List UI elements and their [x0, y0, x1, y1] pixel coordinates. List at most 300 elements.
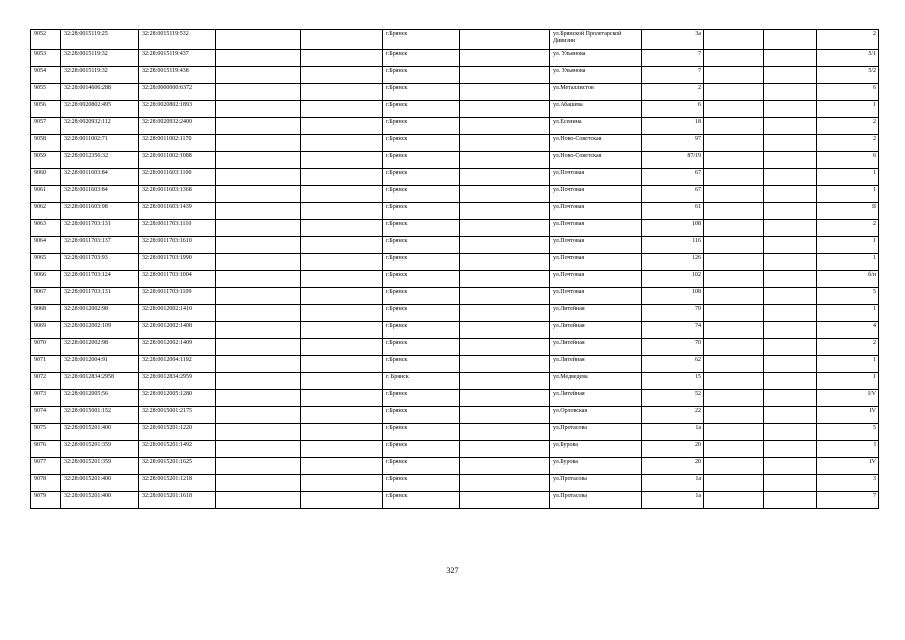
row-number-cell: 9062	[31, 203, 61, 220]
city-cell: г.Брянск	[383, 288, 460, 305]
city-cell: г.Брянск	[383, 101, 460, 118]
street-cell: ул.Металлистов	[550, 84, 642, 101]
empty-cell	[460, 407, 550, 424]
parcel-cadastral-number-cell: 32:28:0011703:124	[61, 271, 139, 288]
table-row	[31, 101, 879, 118]
city-cell: г.Брянск	[383, 220, 460, 237]
empty-cell	[216, 135, 301, 152]
street-cell: ул.Почтовая	[550, 288, 642, 305]
house-number-cell: 20	[642, 441, 704, 458]
table-row	[31, 50, 879, 67]
object-cadastral-number-cell: 32:28:0011603:1368	[139, 186, 216, 203]
empty-cell	[704, 356, 764, 373]
parcel-cadastral-number-cell: 32:28:0015201:359	[61, 441, 139, 458]
empty-cell	[216, 373, 301, 390]
empty-cell	[764, 441, 817, 458]
house-number-cell: 1а	[642, 424, 704, 441]
house-number-cell: 126	[642, 254, 704, 271]
empty-cell	[764, 101, 817, 118]
row-number-cell: 9055	[31, 84, 61, 101]
empty-cell	[460, 373, 550, 390]
object-cadastral-number-cell: 32:28:0012005:1280	[139, 390, 216, 407]
empty-cell	[764, 186, 817, 203]
object-cadastral-number-cell: 32:28:0011603:1100	[139, 169, 216, 186]
empty-cell	[460, 152, 550, 169]
empty-cell	[216, 101, 301, 118]
empty-cell	[704, 424, 764, 441]
empty-cell	[460, 30, 550, 50]
table-row	[31, 373, 879, 390]
empty-cell	[764, 203, 817, 220]
city-cell: г.Брянск	[383, 339, 460, 356]
parcel-cadastral-number-cell: 32:28:0011703:131	[61, 288, 139, 305]
street-cell: ул.Почтовая	[550, 203, 642, 220]
row-number-cell: 9056	[31, 101, 61, 118]
empty-cell	[764, 118, 817, 135]
empty-cell	[764, 458, 817, 475]
empty-cell	[704, 50, 764, 67]
house-number-cell: 70	[642, 339, 704, 356]
object-cadastral-number-cell: 32:28:0015119:532	[139, 30, 216, 50]
empty-cell	[764, 30, 817, 50]
empty-cell	[764, 288, 817, 305]
empty-cell	[301, 237, 383, 254]
parcel-cadastral-number-cell: 32:28:0012356:32	[61, 152, 139, 169]
parcel-cadastral-number-cell: 32:28:0012002:98	[61, 339, 139, 356]
empty-cell	[301, 101, 383, 118]
street-cell: ул.Протасова	[550, 492, 642, 509]
house-number-cell: 6	[642, 101, 704, 118]
house-number-cell: 116	[642, 237, 704, 254]
empty-cell	[301, 475, 383, 492]
empty-cell	[704, 373, 764, 390]
empty-cell	[460, 390, 550, 407]
city-cell: г.Брянск	[383, 305, 460, 322]
parcel-cadastral-number-cell: 32:28:0015119:25	[61, 30, 139, 50]
empty-cell	[216, 407, 301, 424]
empty-cell	[216, 492, 301, 509]
empty-cell	[704, 441, 764, 458]
object-cadastral-number-cell: 32:28:0012002:1410	[139, 305, 216, 322]
empty-cell	[704, 67, 764, 84]
empty-cell	[301, 135, 383, 152]
table-row	[31, 135, 879, 152]
empty-cell	[460, 50, 550, 67]
object-cadastral-number-cell: 32:28:0015119:437	[139, 50, 216, 67]
object-cadastral-number-cell: 32:28:0015001:2175	[139, 407, 216, 424]
street-cell: ул.Литейная	[550, 390, 642, 407]
apartment-number-cell: 1	[817, 254, 879, 271]
empty-cell	[460, 441, 550, 458]
row-number-cell: 9058	[31, 135, 61, 152]
empty-cell	[764, 271, 817, 288]
empty-cell	[460, 254, 550, 271]
empty-cell	[704, 135, 764, 152]
apartment-number-cell: 2	[817, 220, 879, 237]
apartment-number-cell: 1	[817, 237, 879, 254]
row-number-cell: 9070	[31, 339, 61, 356]
object-cadastral-number-cell: 32:28:0015119:438	[139, 67, 216, 84]
empty-cell	[704, 339, 764, 356]
street-cell: ул.Литейная	[550, 356, 642, 373]
apartment-number-cell: IV	[817, 458, 879, 475]
empty-cell	[301, 152, 383, 169]
object-cadastral-number-cell: 32:28:0011703:1109	[139, 288, 216, 305]
house-number-cell: 3а	[642, 30, 704, 50]
street-cell: ул. Ульянова	[550, 67, 642, 84]
empty-cell	[704, 288, 764, 305]
empty-cell	[216, 288, 301, 305]
apartment-number-cell: 5	[817, 424, 879, 441]
street-cell: ул.Почтовая	[550, 169, 642, 186]
city-cell: г.Брянск	[383, 118, 460, 135]
object-cadastral-number-cell: 32:28:0012002:1409	[139, 339, 216, 356]
empty-cell	[216, 424, 301, 441]
table-row	[31, 492, 879, 509]
city-cell: г.Брянск	[383, 441, 460, 458]
table-row	[31, 339, 879, 356]
table-row	[31, 475, 879, 492]
empty-cell	[301, 220, 383, 237]
row-number-cell: 9054	[31, 67, 61, 84]
house-number-cell: 7	[642, 67, 704, 84]
house-number-cell: 22	[642, 407, 704, 424]
house-number-cell: 67	[642, 186, 704, 203]
empty-cell	[764, 322, 817, 339]
object-cadastral-number-cell: 32:28:0011703:1610	[139, 237, 216, 254]
table-row	[31, 305, 879, 322]
empty-cell	[301, 356, 383, 373]
empty-cell	[704, 152, 764, 169]
parcel-cadastral-number-cell: 32:28:0011603:84	[61, 169, 139, 186]
object-cadastral-number-cell: 32:28:0015201:1218	[139, 475, 216, 492]
row-number-cell: 9057	[31, 118, 61, 135]
object-cadastral-number-cell: 32:28:0020802:1893	[139, 101, 216, 118]
empty-cell	[704, 492, 764, 509]
street-cell: ул.Орловская	[550, 407, 642, 424]
city-cell: г.Брянск	[383, 203, 460, 220]
empty-cell	[301, 424, 383, 441]
house-number-cell: 74	[642, 322, 704, 339]
apartment-number-cell: 6	[817, 152, 879, 169]
city-cell: г.Брянск	[383, 458, 460, 475]
table-body	[31, 30, 879, 509]
object-cadastral-number-cell: 32:28:0015201:1492	[139, 441, 216, 458]
street-cell: ул.Литейная	[550, 305, 642, 322]
empty-cell	[460, 169, 550, 186]
city-cell: г.Брянск	[383, 271, 460, 288]
empty-cell	[460, 101, 550, 118]
row-number-cell: 9064	[31, 237, 61, 254]
empty-cell	[301, 203, 383, 220]
empty-cell	[704, 322, 764, 339]
row-number-cell: 9078	[31, 475, 61, 492]
object-cadastral-number-cell: 32:28:0015201:1618	[139, 492, 216, 509]
street-cell: ул.Протасова	[550, 424, 642, 441]
empty-cell	[704, 271, 764, 288]
house-number-cell: 61	[642, 203, 704, 220]
city-cell: г.Брянск	[383, 254, 460, 271]
row-number-cell: 9071	[31, 356, 61, 373]
object-cadastral-number-cell: 32:28:0011002:1088	[139, 152, 216, 169]
empty-cell	[460, 424, 550, 441]
street-cell: ул. Ульянова	[550, 50, 642, 67]
parcel-cadastral-number-cell: 32:28:0012005:56	[61, 390, 139, 407]
empty-cell	[764, 220, 817, 237]
empty-cell	[460, 220, 550, 237]
apartment-number-cell: 3	[817, 475, 879, 492]
empty-cell	[216, 237, 301, 254]
table-row	[31, 356, 879, 373]
empty-cell	[764, 67, 817, 84]
city-cell: г.Брянск	[383, 407, 460, 424]
row-number-cell: 9065	[31, 254, 61, 271]
street-cell: ул.Бурова	[550, 441, 642, 458]
house-number-cell: 52	[642, 390, 704, 407]
table-row	[31, 390, 879, 407]
parcel-cadastral-number-cell: 32:28:0011703:93	[61, 254, 139, 271]
house-number-cell: 97	[642, 135, 704, 152]
street-cell: ул.Почтовая	[550, 186, 642, 203]
house-number-cell: 18	[642, 118, 704, 135]
house-number-cell: 2	[642, 84, 704, 101]
object-cadastral-number-cell: 32:28:0012004:1192	[139, 356, 216, 373]
city-cell: г.Брянск	[383, 424, 460, 441]
empty-cell	[764, 305, 817, 322]
empty-cell	[764, 152, 817, 169]
apartment-number-cell: 5	[817, 288, 879, 305]
empty-cell	[216, 152, 301, 169]
row-number-cell: 9067	[31, 288, 61, 305]
empty-cell	[216, 441, 301, 458]
object-cadastral-number-cell: 32:28:0011703:1004	[139, 271, 216, 288]
street-cell: ул.Ново-Советская	[550, 152, 642, 169]
empty-cell	[764, 492, 817, 509]
object-cadastral-number-cell: 32:28:0012834:2959	[139, 373, 216, 390]
street-cell: ул.Литейная	[550, 322, 642, 339]
object-cadastral-number-cell: 32:28:0020932:2400	[139, 118, 216, 135]
empty-cell	[764, 475, 817, 492]
street-cell: ул.Бурова	[550, 458, 642, 475]
street-cell: ул.Протасова	[550, 475, 642, 492]
empty-cell	[704, 390, 764, 407]
empty-cell	[301, 271, 383, 288]
empty-cell	[460, 475, 550, 492]
row-number-cell: 9077	[31, 458, 61, 475]
empty-cell	[460, 458, 550, 475]
city-cell: г.Брянск	[383, 152, 460, 169]
apartment-number-cell: 2	[817, 339, 879, 356]
empty-cell	[301, 30, 383, 50]
row-number-cell: 9073	[31, 390, 61, 407]
empty-cell	[216, 169, 301, 186]
empty-cell	[764, 424, 817, 441]
empty-cell	[764, 339, 817, 356]
table-row	[31, 203, 879, 220]
table-row	[31, 220, 879, 237]
table-row	[31, 458, 879, 475]
row-number-cell: 9079	[31, 492, 61, 509]
city-cell: г.Брянск	[383, 390, 460, 407]
empty-cell	[764, 135, 817, 152]
apartment-number-cell: 6	[817, 84, 879, 101]
empty-cell	[216, 84, 301, 101]
empty-cell	[216, 118, 301, 135]
object-cadastral-number-cell: 32:28:0000000:6372	[139, 84, 216, 101]
street-cell: ул.Почтовая	[550, 220, 642, 237]
row-number-cell: 9053	[31, 50, 61, 67]
object-cadastral-number-cell: 32:28:0011703:1110	[139, 220, 216, 237]
empty-cell	[216, 30, 301, 50]
empty-cell	[301, 169, 383, 186]
empty-cell	[301, 84, 383, 101]
parcel-cadastral-number-cell: 32:28:0015201:400	[61, 475, 139, 492]
street-cell: ул.Литейная	[550, 339, 642, 356]
empty-cell	[301, 339, 383, 356]
apartment-number-cell: 2	[817, 118, 879, 135]
empty-cell	[704, 407, 764, 424]
empty-cell	[704, 186, 764, 203]
row-number-cell: 9068	[31, 305, 61, 322]
table-row	[31, 84, 879, 101]
empty-cell	[460, 84, 550, 101]
parcel-cadastral-number-cell: 32:28:0011002:71	[61, 135, 139, 152]
empty-cell	[704, 84, 764, 101]
table-row	[31, 169, 879, 186]
street-cell: ул.Почтовая	[550, 237, 642, 254]
empty-cell	[216, 339, 301, 356]
apartment-number-cell: 1	[817, 169, 879, 186]
apartment-number-cell: 7	[817, 492, 879, 509]
empty-cell	[301, 322, 383, 339]
empty-cell	[764, 356, 817, 373]
apartment-number-cell: 4	[817, 322, 879, 339]
apartment-number-cell: 5/1	[817, 50, 879, 67]
parcel-cadastral-number-cell: 32:28:0020802:495	[61, 101, 139, 118]
apartment-number-cell: 2	[817, 135, 879, 152]
empty-cell	[460, 203, 550, 220]
house-number-cell: 15	[642, 373, 704, 390]
empty-cell	[460, 492, 550, 509]
empty-cell	[460, 305, 550, 322]
city-cell: г.Брянск	[383, 67, 460, 84]
empty-cell	[704, 220, 764, 237]
empty-cell	[301, 407, 383, 424]
empty-cell	[216, 67, 301, 84]
street-cell: ул.Ново-Советская	[550, 135, 642, 152]
empty-cell	[704, 169, 764, 186]
empty-cell	[764, 84, 817, 101]
table-row	[31, 67, 879, 84]
house-number-cell: 20	[642, 458, 704, 475]
empty-cell	[460, 271, 550, 288]
object-cadastral-number-cell: 32:28:0011603:1439	[139, 203, 216, 220]
empty-cell	[301, 305, 383, 322]
table-row	[31, 118, 879, 135]
empty-cell	[301, 492, 383, 509]
apartment-number-cell: 5/2	[817, 67, 879, 84]
empty-cell	[764, 50, 817, 67]
empty-cell	[460, 322, 550, 339]
table-row	[31, 237, 879, 254]
city-cell: г.Брянск	[383, 237, 460, 254]
row-number-cell: 9060	[31, 169, 61, 186]
empty-cell	[764, 254, 817, 271]
row-number-cell: 9052	[31, 30, 61, 50]
empty-cell	[460, 237, 550, 254]
empty-cell	[460, 186, 550, 203]
city-cell: г.Брянск	[383, 492, 460, 509]
empty-cell	[216, 322, 301, 339]
house-number-cell: 1а	[642, 492, 704, 509]
empty-cell	[764, 407, 817, 424]
parcel-cadastral-number-cell: 32:28:0015119:32	[61, 67, 139, 84]
empty-cell	[301, 441, 383, 458]
street-cell: ул.Брянской Пролетарской Дивизии	[550, 30, 642, 50]
table-row	[31, 441, 879, 458]
street-cell: ул.Есенина	[550, 118, 642, 135]
city-cell: г.Брянск	[383, 322, 460, 339]
object-cadastral-number-cell: 32:28:0015201:1220	[139, 424, 216, 441]
object-cadastral-number-cell: 32:28:0011002:1170	[139, 135, 216, 152]
empty-cell	[216, 458, 301, 475]
object-cadastral-number-cell: 32:28:0011703:1990	[139, 254, 216, 271]
empty-cell	[460, 356, 550, 373]
table-row	[31, 424, 879, 441]
city-cell: г.Брянск	[383, 30, 460, 50]
house-number-cell: 108	[642, 288, 704, 305]
city-cell: г.Брянск	[383, 169, 460, 186]
apartment-number-cell: 1	[817, 305, 879, 322]
empty-cell	[764, 169, 817, 186]
empty-cell	[216, 356, 301, 373]
street-cell: ул.Почтовая	[550, 271, 642, 288]
house-number-cell: 87/19	[642, 152, 704, 169]
city-cell: г.Брянск	[383, 50, 460, 67]
empty-cell	[460, 339, 550, 356]
empty-cell	[764, 373, 817, 390]
empty-cell	[704, 254, 764, 271]
house-number-cell: 70	[642, 305, 704, 322]
page-number: 327	[446, 566, 459, 575]
empty-cell	[301, 67, 383, 84]
city-cell: г.Брянск	[383, 84, 460, 101]
empty-cell	[216, 186, 301, 203]
parcel-cadastral-number-cell: 32:28:0015001:152	[61, 407, 139, 424]
row-number-cell: 9076	[31, 441, 61, 458]
table-row	[31, 322, 879, 339]
empty-cell	[301, 373, 383, 390]
empty-cell	[704, 305, 764, 322]
city-cell: г.Брянск	[383, 135, 460, 152]
house-number-cell: 1а	[642, 475, 704, 492]
apartment-number-cell: I/V	[817, 390, 879, 407]
parcel-cadastral-number-cell: 32:28:0014606:288	[61, 84, 139, 101]
parcel-cadastral-number-cell: 32:28:0012004:91	[61, 356, 139, 373]
house-number-cell: 108	[642, 220, 704, 237]
parcel-cadastral-number-cell: 32:28:0012002:98	[61, 305, 139, 322]
parcel-cadastral-number-cell: 32:28:0015201:400	[61, 492, 139, 509]
row-number-cell: 9063	[31, 220, 61, 237]
apartment-number-cell: 1	[817, 101, 879, 118]
table-row	[31, 407, 879, 424]
city-cell: г. Брянск	[383, 373, 460, 390]
table-row	[31, 254, 879, 271]
empty-cell	[704, 237, 764, 254]
table-row	[31, 186, 879, 203]
empty-cell	[301, 390, 383, 407]
empty-cell	[704, 118, 764, 135]
